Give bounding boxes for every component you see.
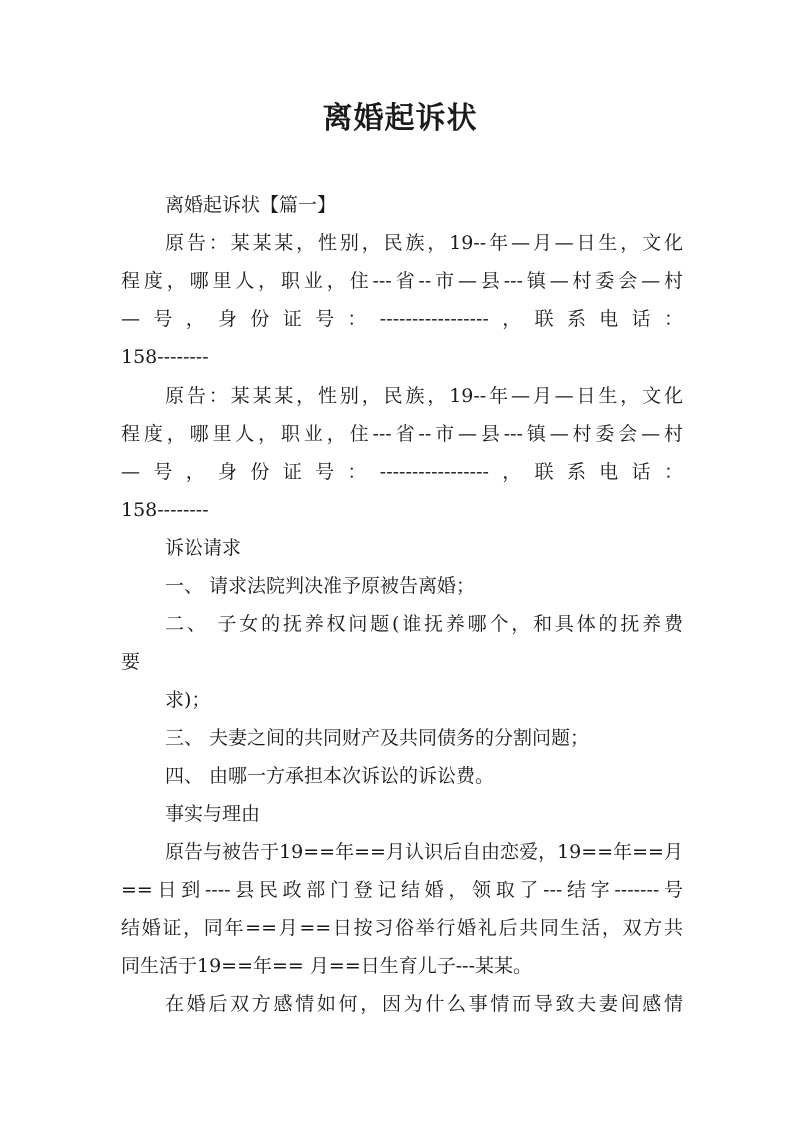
plaintiff-1-line-4: 158--------	[121, 346, 209, 368]
facts-line-3: 结婚证，同年==月==日按习俗举行婚礼后共同生活，双方共	[121, 917, 683, 939]
claim-item-1: 一、 请求法院判决准予原被告离婚；	[165, 575, 476, 597]
section-heading: 离婚起诉状【篇一】	[165, 194, 337, 216]
claim-item-2-line-3: 求)；	[165, 689, 211, 711]
plaintiff-2-line-4: 158--------	[121, 499, 209, 521]
facts-heading: 事实与理由	[165, 803, 261, 825]
facts-line-4: 同生活于19==年== 月==日生育儿子---某某。	[121, 955, 532, 977]
plaintiff-2-line-2: 程度，哪里人，职业，住---省--市—县---镇—村委会—村	[121, 423, 683, 445]
plaintiff-1-line-1: 原告：某某某，性别，民族，19--年—月—日生，文化	[165, 232, 683, 254]
facts-line-1: 原告与被告于19==年==月认识后自由恋爱，19==年==月	[165, 841, 683, 863]
plaintiff-1-line-2: 程度，哪里人，职业，住---省--市—县---镇—村委会—村	[121, 270, 683, 292]
facts-line-2: ==日到----县民政部门登记结婚，领取了---结字-------号	[121, 879, 683, 901]
claim-item-4: 四、 由哪一方承担本次诉讼的诉讼费。	[165, 765, 495, 787]
facts-line-5: 在婚后双方感情如何，因为什么事情而导致夫妻间感情	[165, 993, 683, 1015]
plaintiff-1-line-3: —号，身份证号：-----------------，联系电话：	[121, 308, 683, 330]
plaintiff-2-line-1: 原告：某某某，性别，民族，19--年—月—日生，文化	[165, 385, 683, 407]
page-title: 离婚起诉状	[322, 101, 478, 136]
claim-item-2-line-2: 要	[121, 651, 141, 673]
plaintiff-2-line-3: —号，身份证号：-----------------，联系电话：	[121, 461, 683, 483]
claims-heading: 诉讼请求	[165, 537, 242, 559]
claim-item-3: 三、 夫妻之间的共同财产及共同债务的分割问题；	[165, 727, 590, 749]
claim-item-2-line-1: 二、 子女的抚养权问题(谁抚养哪个，和具体的抚养费	[165, 613, 683, 635]
